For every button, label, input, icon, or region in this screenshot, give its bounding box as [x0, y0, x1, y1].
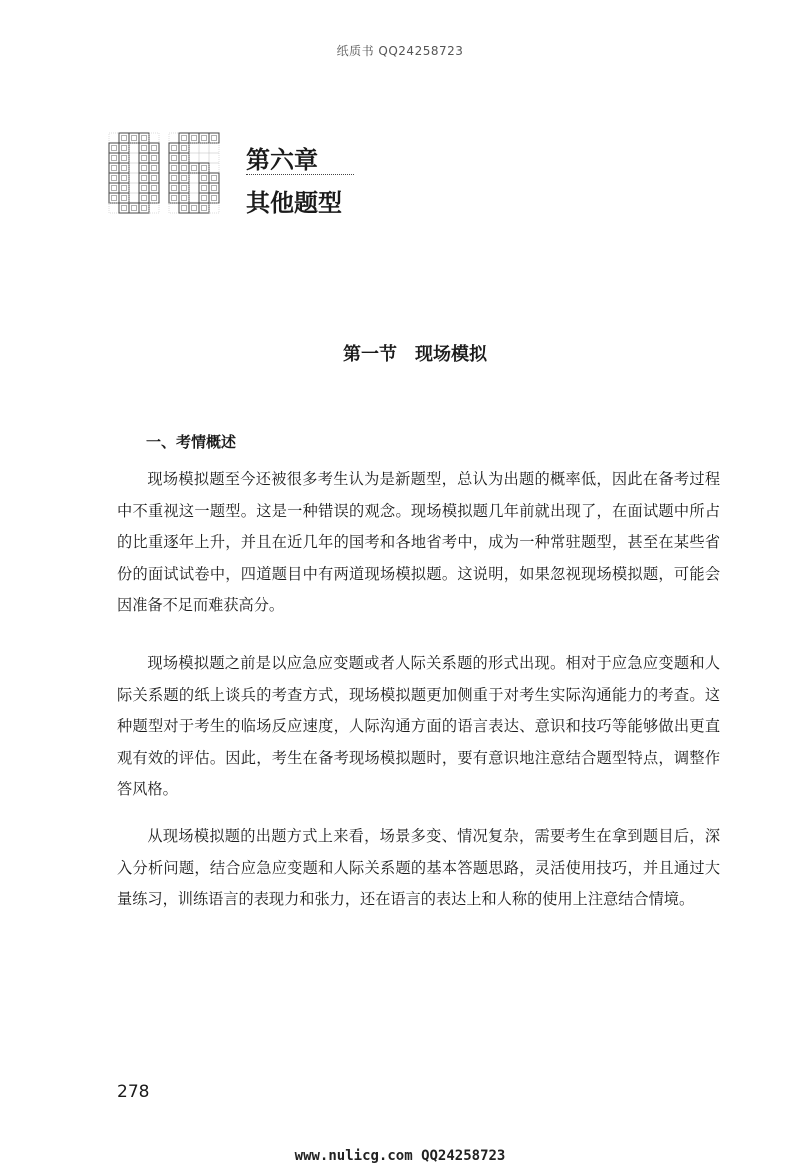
chapter-title: 其他题型 [246, 189, 342, 217]
emblem-cell [149, 193, 159, 203]
emblem-cell [179, 183, 189, 193]
subsection-heading: 一、考情概述 [146, 433, 237, 451]
emblem-cell [139, 183, 149, 193]
emblem-cell [199, 183, 209, 193]
emblem-cell [149, 203, 159, 213]
emblem-cell [169, 183, 179, 193]
emblem-cell [119, 143, 129, 153]
emblem-cell [169, 173, 179, 183]
top-watermark: 纸质书 QQ24258723 [336, 44, 464, 58]
emblem-cell [209, 143, 219, 153]
emblem-cell [139, 193, 149, 203]
bottom-watermark: www.nulicg.com QQ24258723 [294, 1148, 506, 1164]
emblem-cell [149, 183, 159, 193]
emblem-cell [119, 153, 129, 163]
emblem-cell [209, 163, 219, 173]
body-paragraph-3: 从现场模拟题的出题方式上来看，场景多变、情况复杂，需要考生在拿到题目后，深入分析问题，结合应急应变题和人际关系题的基本答题思路，灵活使用技巧，并且通过大量练习，训练语言的表现力和张力，还在语言的表达上和人称的使用上注意结合情境。 [117, 827, 720, 908]
emblem-cell [109, 153, 119, 163]
emblem-cell [119, 193, 129, 203]
emblem-cell [139, 163, 149, 173]
emblem-cell [209, 193, 219, 203]
emblem-cell [189, 133, 199, 143]
emblem-cell [149, 173, 159, 183]
emblem-cell [189, 153, 199, 163]
emblem-cell [129, 153, 139, 163]
emblem-cell [109, 193, 119, 203]
emblem-cell [179, 143, 189, 153]
emblem-cell [119, 203, 129, 213]
emblem-cell [119, 133, 129, 143]
emblem-cell [149, 153, 159, 163]
emblem-cell [139, 173, 149, 183]
emblem-cell [109, 203, 119, 213]
emblem-cell [129, 193, 139, 203]
emblem-cell [129, 163, 139, 173]
emblem-cell [209, 183, 219, 193]
emblem-cell [109, 143, 119, 153]
emblem-cell [149, 143, 159, 153]
emblem-cell [119, 183, 129, 193]
emblem-cell [109, 133, 119, 143]
emblem-cell [209, 173, 219, 183]
emblem-cell [129, 183, 139, 193]
emblem-cell [169, 163, 179, 173]
emblem-cell [169, 143, 179, 153]
emblem-cell [199, 203, 209, 213]
emblem-cell [129, 203, 139, 213]
chapter-number-label: 第六章 [246, 146, 318, 174]
section-heading: 第一节 现场模拟 [343, 344, 487, 365]
emblem-cell [109, 163, 119, 173]
emblem-cell [189, 203, 199, 213]
emblem-cell [179, 163, 189, 173]
emblem-cell [209, 203, 219, 213]
emblem-cell [169, 153, 179, 163]
emblem-cell [169, 133, 179, 143]
emblem-cell [199, 173, 209, 183]
emblem-cell [139, 133, 149, 143]
emblem-cell [179, 193, 189, 203]
emblem-cell [169, 193, 179, 203]
emblem-cell [199, 133, 209, 143]
emblem-cell [199, 163, 209, 173]
emblem-cell [189, 163, 199, 173]
page-number: 278 [117, 1082, 150, 1102]
emblem-cell [129, 133, 139, 143]
emblem-cell [179, 203, 189, 213]
emblem-cell [149, 133, 159, 143]
emblem-cell [129, 143, 139, 153]
chapter-06-grid-numeral-icon [107, 128, 227, 218]
chapter-emblem-icon [107, 128, 227, 222]
emblem-cell [139, 143, 149, 153]
emblem-cell [199, 193, 209, 203]
emblem-cell [109, 173, 119, 183]
emblem-cell [149, 163, 159, 173]
chapter-divider [246, 174, 354, 175]
emblem-cell [129, 173, 139, 183]
emblem-cell [189, 183, 199, 193]
emblem-cell [209, 133, 219, 143]
body-paragraph-1: 现场模拟题至今还被很多考生认为是新题型，总认为出题的概率低，因此在备考过程中不重视这一题型。这是一种错误的观念。现场模拟题几年前就出现了，在面试题中所占的比重逐年上升，并且在近几年的国考和各地省考中，成为一种常驻题型，甚至在某些省份的面试试卷中，四道题目中有两道现场模拟题。这说明，如果忽视现场模拟题，可能会因准备不足而难获高分。 [117, 470, 720, 614]
emblem-cell [189, 173, 199, 183]
emblem-cell [119, 163, 129, 173]
emblem-cell [209, 153, 219, 163]
emblem-cell [109, 183, 119, 193]
body-paragraph-2: 现场模拟题之前是以应急应变题或者人际关系题的形式出现。相对于应急应变题和人际关系题的纸上谈兵的考查方式，现场模拟题更加侧重于对考生实际沟通能力的考查。这种题型对于考生的临场反应速度，人际沟通方面的语言表达、意识和技巧等能够做出更直观有效的评估。因此，考生在备考现场模拟题时，要有意识地注意结合题型特点，调整作答风格。 [117, 654, 720, 798]
emblem-cell [179, 173, 189, 183]
emblem-cell [179, 153, 189, 163]
emblem-cell [179, 133, 189, 143]
emblem-cell [199, 153, 209, 163]
emblem-cell [139, 153, 149, 163]
emblem-cell [139, 203, 149, 213]
emblem-cell [189, 193, 199, 203]
emblem-cell [169, 203, 179, 213]
emblem-cell [189, 143, 199, 153]
emblem-cell [199, 143, 209, 153]
emblem-cell [119, 173, 129, 183]
